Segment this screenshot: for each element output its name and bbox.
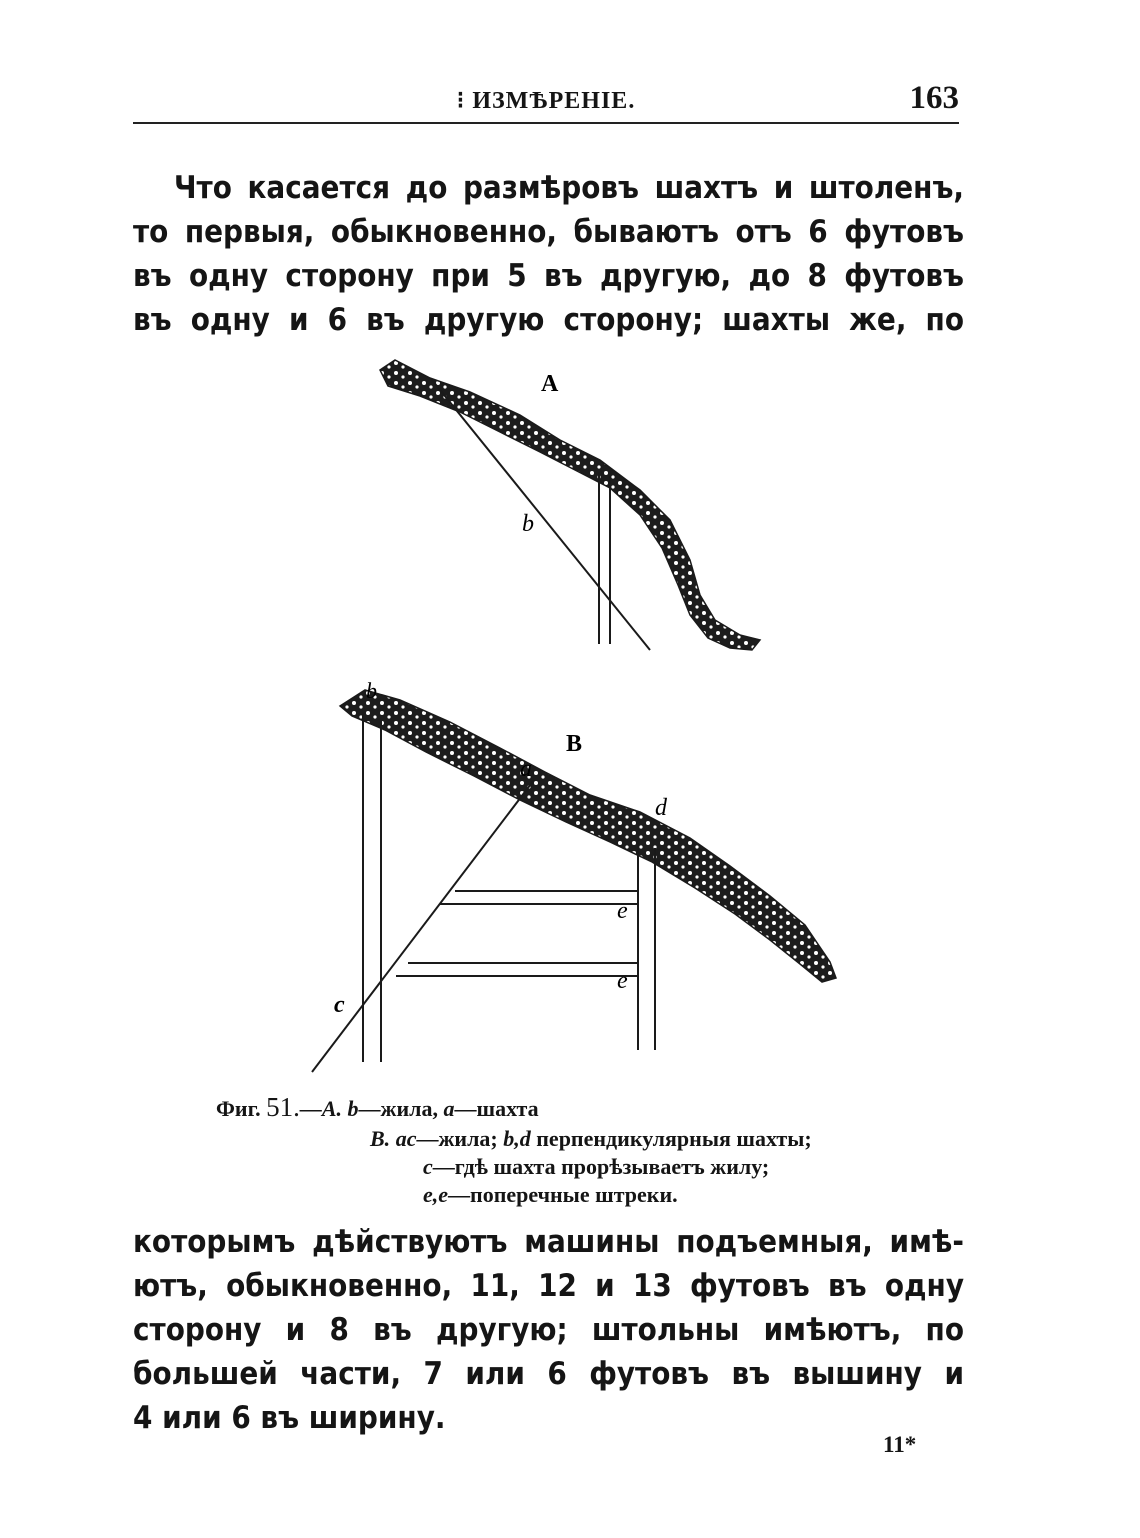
paragraph-line: ютъ, обыкновенно, 11, 12 и 13 футовъ въ одну [133, 1268, 964, 1304]
panel-b [312, 678, 836, 1072]
caption-ac-text: —жила; [416, 1126, 498, 1151]
caption-b: b [347, 1096, 359, 1121]
panel-a [380, 360, 760, 650]
panel-b-label-a: a [520, 756, 532, 782]
panel-b-label-e1: e [617, 898, 628, 924]
caption-b-panel: B. [370, 1126, 391, 1151]
caption-line-3 [423, 1152, 769, 1182]
paragraph-line: большей части, 7 или 6 футовъ въ вышину и [133, 1356, 964, 1392]
panel-b-label-c: c [334, 992, 345, 1018]
panel-a-label: A [541, 371, 559, 397]
paragraph-line: сторону и 8 въ другую; штольны имѣютъ, по [133, 1312, 964, 1348]
panel-a-vein-band [380, 360, 760, 650]
caption-fig-prefix: Фиг. [216, 1096, 261, 1121]
caption-ee-text: —поперечные штреки. [448, 1182, 678, 1207]
caption-c-text: —гдѣ шахта прорѣзываетъ жилу; [432, 1154, 770, 1179]
panel-a-shaft-line [432, 380, 650, 650]
caption-vein-text: —жила, [358, 1096, 439, 1121]
caption-ac: ac [395, 1126, 417, 1151]
caption-bd-text: перпендикулярныя шахты; [536, 1126, 812, 1151]
panel-b-label-b: b [366, 678, 377, 703]
panel-b-label: B [566, 731, 583, 757]
page-number: 163 [909, 80, 959, 116]
panel-b-vein-ac-line [312, 780, 534, 1072]
caption-a2: a [443, 1096, 455, 1121]
caption-ee: e,e [423, 1182, 449, 1207]
running-head-title-text: ИЗМѢРЕНІЕ. [472, 88, 636, 114]
caption-line-2 [370, 1124, 812, 1154]
paragraph-line: Что касается до размѣровъ шахтъ и штоленъ, [174, 170, 964, 206]
bottom-paragraph [133, 1220, 964, 1440]
paragraph-line: въ одну сторону при 5 въ другую, до 8 футовъ [133, 258, 964, 294]
paragraph-line: въ одну и 6 въ другую сторону; шахты же, по [133, 302, 964, 338]
caption-line-1 [216, 1092, 539, 1124]
paragraph-line: 4 или 6 въ ширину. [133, 1400, 446, 1436]
panel-a-label-b: b [522, 511, 534, 537]
caption-c: c [423, 1154, 433, 1179]
paragraph-line: то первыя, обыкновенно, бываютъ отъ 6 футовъ [133, 214, 964, 250]
caption-line-4 [423, 1180, 678, 1210]
running-head-mark: ⁝ [456, 88, 466, 114]
caption-bd: b,d [503, 1126, 531, 1151]
panel-b-label-d: d [655, 795, 667, 821]
caption-a: —A. [299, 1096, 343, 1121]
panel-b-label-e2: e [617, 968, 628, 994]
paragraph-line: которымъ дѣйствуютъ машины подъемныя, имѣ- [133, 1224, 964, 1260]
signature-mark: 11* [883, 1432, 917, 1457]
caption-shaft-text: —шахта [454, 1096, 539, 1121]
caption-fig-number: 51. [266, 1092, 300, 1122]
